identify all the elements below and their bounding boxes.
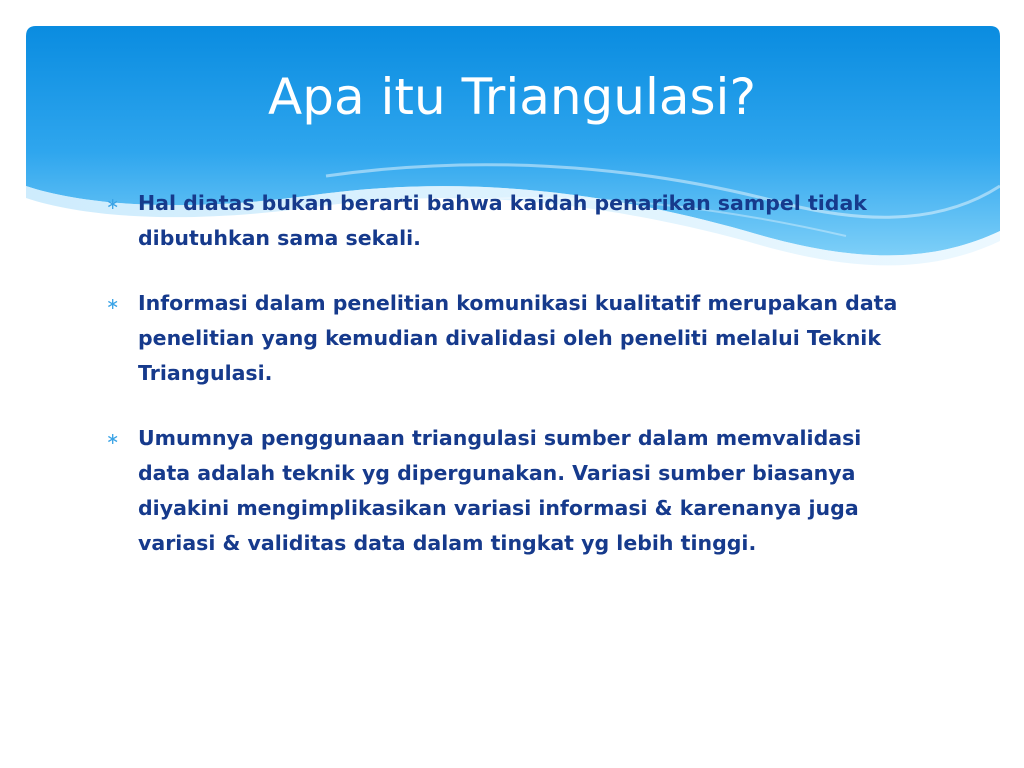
bullet-item: [106, 286, 906, 391]
bullet-list: [106, 186, 906, 591]
bullet-text: Informasi dalam penelitian komunikasi kualitatif merupakan data penelitian yang kemudian divalidasi oleh peneliti melalui Teknik Triangulasi.: [138, 291, 898, 385]
slide-title: Apa itu Triangulasi?: [268, 68, 756, 126]
bullet-item: [106, 421, 906, 561]
asterisk-icon: ∗: [106, 194, 120, 213]
bullet-text: Hal diatas bukan berarti bahwa kaidah penarikan sampel tidak dibutuhkan sama sekali.: [138, 191, 867, 250]
asterisk-icon: ∗: [106, 429, 120, 448]
asterisk-icon: ∗: [106, 294, 120, 313]
bullet-item: [106, 186, 906, 256]
bullet-text: Umumnya penggunaan triangulasi sumber dalam memvalidasi data adalah teknik yg dipergunakan. Variasi sumber biasanya diyakini mengimplikasikan variasi informasi & karenanya juga variasi & validitas data dalam tingkat yg lebih tinggi.: [138, 426, 862, 555]
